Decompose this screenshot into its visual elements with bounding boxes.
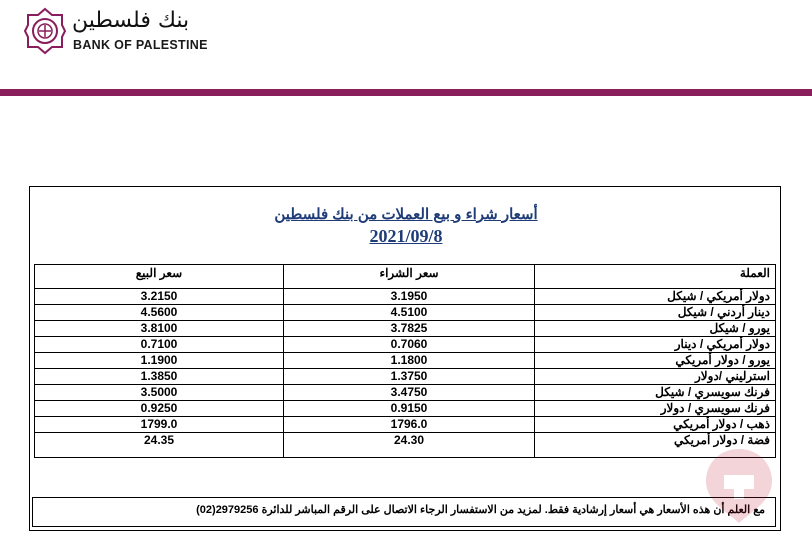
buy-cell: 1.3750	[284, 369, 535, 385]
sell-cell: 3.2150	[35, 289, 284, 305]
disclaimer-text: مع العلم أن هذه الأسعار هي أسعار إرشادية فقط. لمزيد من الاستفسار الرجاء الاتصال على الرقم المباشر للدائرة 2979256(02)	[196, 504, 765, 516]
header-divider-bar	[0, 89, 812, 96]
table-row	[35, 305, 776, 321]
buy-cell: 1.1800	[284, 353, 535, 369]
buy-cell: 3.4750	[284, 385, 535, 401]
brand-name-english: BANK OF PALESTINE	[73, 38, 208, 52]
table-row	[35, 337, 776, 353]
currency-cell: دولار أمريكي / شيكل	[535, 289, 776, 305]
currency-cell: دولار أمريكي / دينار	[535, 337, 776, 353]
table-row	[35, 369, 776, 385]
sell-cell: 24.35	[35, 433, 284, 458]
header-buy: سعر الشراء	[284, 265, 535, 289]
table-row	[35, 353, 776, 369]
table-row	[35, 433, 776, 458]
currency-cell: فضة / دولار أمريكي	[535, 433, 776, 458]
sell-cell: 1.1900	[35, 353, 284, 369]
currency-cell: فرنك سويسري / شيكل	[535, 385, 776, 401]
document-title: أسعار شراء و بيع العملات من بنك فلسطين	[274, 206, 538, 223]
document-date: 2021/09/8	[369, 226, 443, 246]
currency-cell: دينار أردني / شيكل	[535, 305, 776, 321]
currency-cell: ذهب / دولار أمريكي	[535, 417, 776, 433]
sell-cell: 0.9250	[35, 401, 284, 417]
disclaimer-box	[32, 497, 776, 527]
table-row	[35, 289, 776, 305]
maan-logo-icon	[700, 445, 778, 525]
buy-cell: 1796.0	[284, 417, 535, 433]
sell-cell: 1799.0	[35, 417, 284, 433]
currency-cell: فرنك سويسري / دولار	[535, 401, 776, 417]
sell-cell: 3.8100	[35, 321, 284, 337]
bank-logo-icon	[24, 7, 66, 55]
buy-cell: 0.7060	[284, 337, 535, 353]
table-row	[35, 417, 776, 433]
sell-cell: 4.5600	[35, 305, 284, 321]
sell-cell: 1.3850	[35, 369, 284, 385]
sell-cell: 3.5000	[35, 385, 284, 401]
exchange-rates-table	[34, 264, 776, 458]
buy-cell: 3.7825	[284, 321, 535, 337]
table-row	[35, 321, 776, 337]
table-row	[35, 401, 776, 417]
buy-cell: 0.9150	[284, 401, 535, 417]
table-header-row	[35, 265, 776, 289]
currency-cell: يورو / دولار أمريكي	[535, 353, 776, 369]
buy-cell: 3.1950	[284, 289, 535, 305]
header-currency: العملة	[535, 265, 776, 289]
table-row	[35, 385, 776, 401]
buy-cell: 24.30	[284, 433, 535, 458]
currency-cell: استرليني /دولار	[535, 369, 776, 385]
currency-cell: يورو / شيكل	[535, 321, 776, 337]
page-header	[0, 0, 812, 100]
sell-cell: 0.7100	[35, 337, 284, 353]
brand-name-arabic: بنك فلسطين	[72, 8, 190, 33]
buy-cell: 4.5100	[284, 305, 535, 321]
header-sell: سعر البيع	[35, 265, 284, 289]
